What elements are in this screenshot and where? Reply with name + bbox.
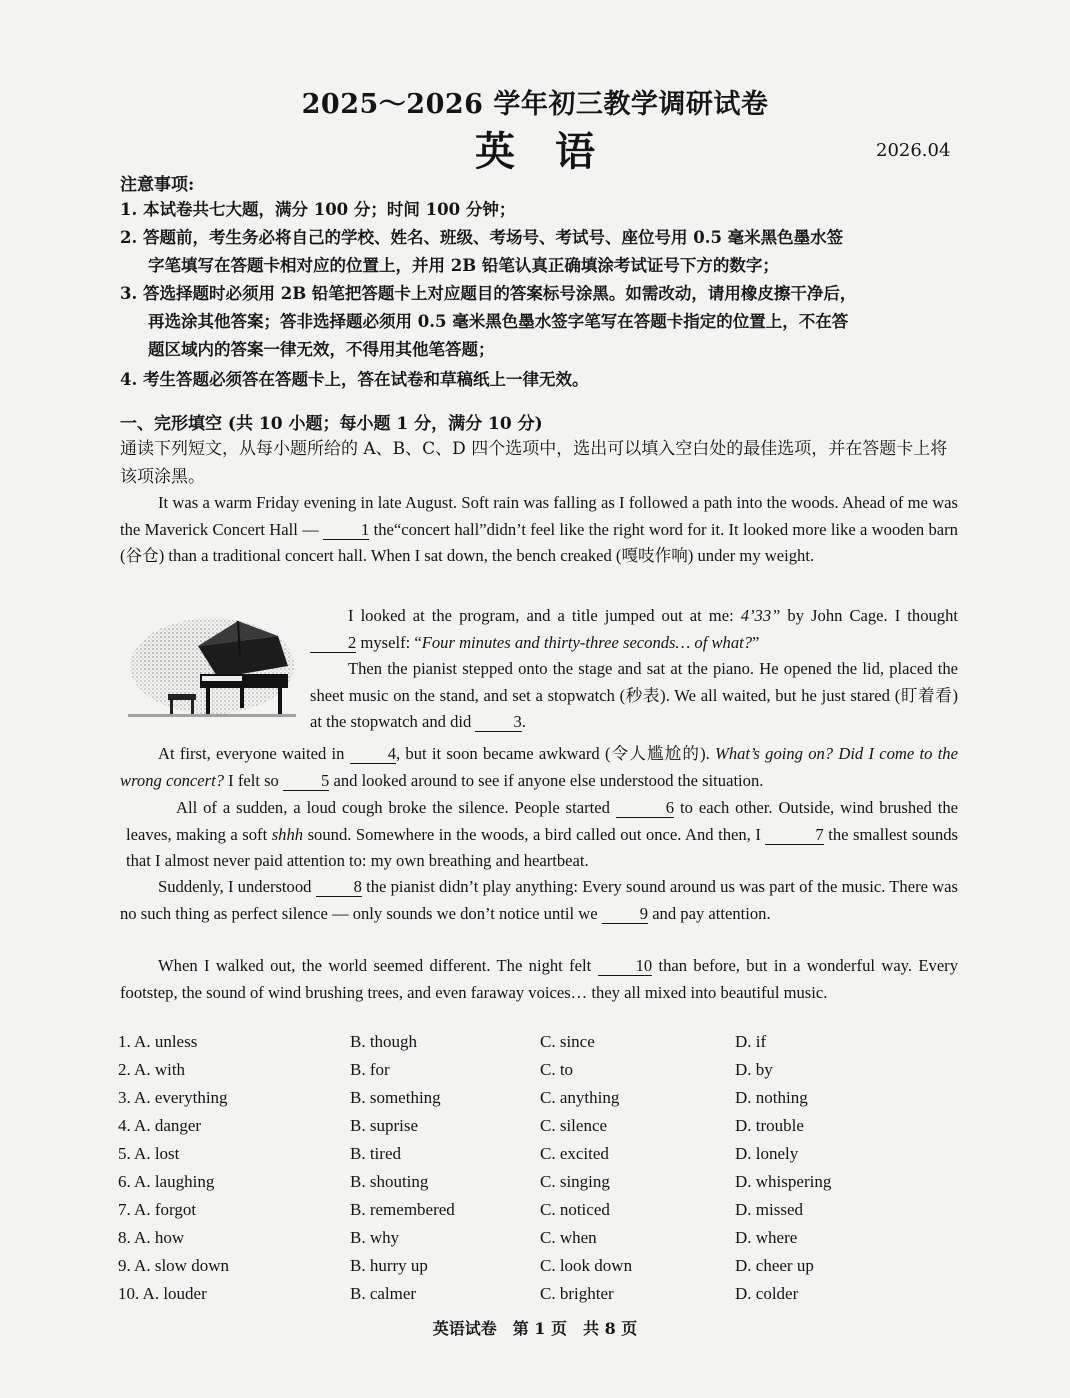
blank-9: 9 [602, 905, 648, 924]
piece-title: 4’33” [740, 606, 781, 625]
option-row: 3. A. everything B. something C. anything D. nothing [118, 1088, 808, 1107]
blank-6: 6 [616, 799, 674, 818]
option-row: 4. A. danger B. suprise C. silence D. trouble [118, 1116, 804, 1135]
passage-paragraph-3: Then the pianist stepped onto the stage and sat at the piano. He opened the lid, placed the sheet music on the stand, and set a stopwatch (秒表). We all waited, but he just stared (盯着看) at the stopwatch and did 3. [310, 659, 958, 731]
notice-item-3: 3. 答选择题时必须用 2B 铅笔把答题卡上对应题目的答案标号涂黑。如需改动，请用橡皮擦干净后， 再选涂其他答案；答非选择题必须用 0.5 毫米黑色墨水签字笔写在答题卡指定的位置上，不在答 题区域内的答案一律无效，不得用其他笔答题； [120, 284, 857, 359]
passage-paragraph-7: When I walked out, the world seemed different. The night felt 10 than before, but in a wonderful way. Every footstep, the sound of wind brushing trees, and even faraway voices… they all mixed into beautiful music. [120, 956, 959, 1002]
option-row: 10. A. louder B. calmer C. brighter D. colder [118, 1284, 799, 1303]
exam-date: 2026.04 [876, 140, 951, 161]
exam-title: 2025～2026 学年初三教学调研试卷 [301, 89, 769, 120]
option-row: 1. A. unless B. though C. since D. if [118, 1032, 767, 1051]
notice-item-2: 2. 答题前，考生务必将自己的学校、姓名、班级、考场号、考试号、座位号用 0.5 毫米黑色墨水签 字笔填写在答题卡相对应的位置上，并用 2B 铅笔认真正确填涂考试证号下方的数字； [120, 228, 844, 275]
answer-options [118, 1032, 978, 1312]
section-instruction: 通读下列短文，从每小题所给的 A、B、C、D 四个选项中，选出可以填入空白处的最佳选项，并在答题卡上将该项涂黑。 [120, 439, 948, 487]
notice-item-4: 4. 考生答题必须答在答题卡上，答在试卷和草稿纸上一律无效。 [120, 370, 589, 389]
blank-1: 1 [323, 521, 369, 540]
passage-paragraph-5: All of a sudden, a loud cough broke the silence. People started 6 to each other. Outside, wind brushed the leaves, making a soft shhh sound. Somewhere in the woods, a bird called out once. And then, I 7 the smallest sounds that I almost never paid attention to: my own breathing and heartbeat. [126, 798, 958, 870]
notice-item-1: 1. 本试卷共七大题，满分 100 分；时间 100 分钟； [120, 200, 516, 219]
passage-paragraph-2: I looked at the program, and a title jumped out at me: 4’33” by John Cage. I thought 2 myself: “Four minutes and thirty-three seconds… of what?” [310, 603, 958, 656]
section-heading: 一、完形填空 (共 10 小题；每小题 1 分，满分 10 分) [120, 414, 543, 434]
passage-paragraph-4: At first, everyone waited in 4, but it soon became awkward (令人尴尬的). What’s going on? Did I come to the wrong concert? I felt so 5 and looked around to see if anyone else understood the situation. [120, 744, 958, 790]
passage-paragraph-6: Suddenly, I understood 8 the pianist didn’t play anything: Every sound around us was part of the music. There was no such thing as perfect silence — only sounds we don’t notice until we 9 and pay attention. [120, 877, 958, 923]
page-footer: 英语试卷 第 1 页 共 8 页 [432, 1319, 638, 1338]
option-row: 2. A. with B. for C. to D. by [118, 1060, 773, 1079]
blank-10: 10 [598, 957, 653, 976]
blank-2: 2 [310, 634, 356, 653]
notice-heading: 注意事项: [120, 175, 195, 195]
blank-7: 7 [765, 826, 823, 845]
blank-8: 8 [316, 878, 362, 897]
option-row: 6. A. laughing B. shouting C. singing D. whispering [118, 1172, 832, 1191]
grand-piano-illustration [128, 616, 296, 726]
option-row: 5. A. lost B. tired C. excited D. lonely [118, 1144, 799, 1163]
option-row: 9. A. slow down B. hurry up C. look down D. cheer up [118, 1256, 814, 1275]
blank-5: 5 [283, 772, 329, 791]
option-row: 8. A. how B. why C. when D. where [118, 1228, 798, 1247]
blank-3: 3 [475, 713, 521, 732]
blank-4: 4 [350, 745, 396, 764]
option-row: 7. A. forgot B. remembered C. noticed D. missed [118, 1200, 803, 1219]
passage-paragraph-1: It was a warm Friday evening in late August. Soft rain was falling as I followed a path into the woods. Ahead of me was the Maverick Concert Hall — 1 the“concert hall”didn’t feel like the right word for it. It looked more like a wooden barn (谷仓) than a traditional concert hall. When I sat down, the bench creaked (嘎吱作响) under my weight. [120, 493, 958, 565]
exam-subject: 英语 [475, 128, 635, 175]
